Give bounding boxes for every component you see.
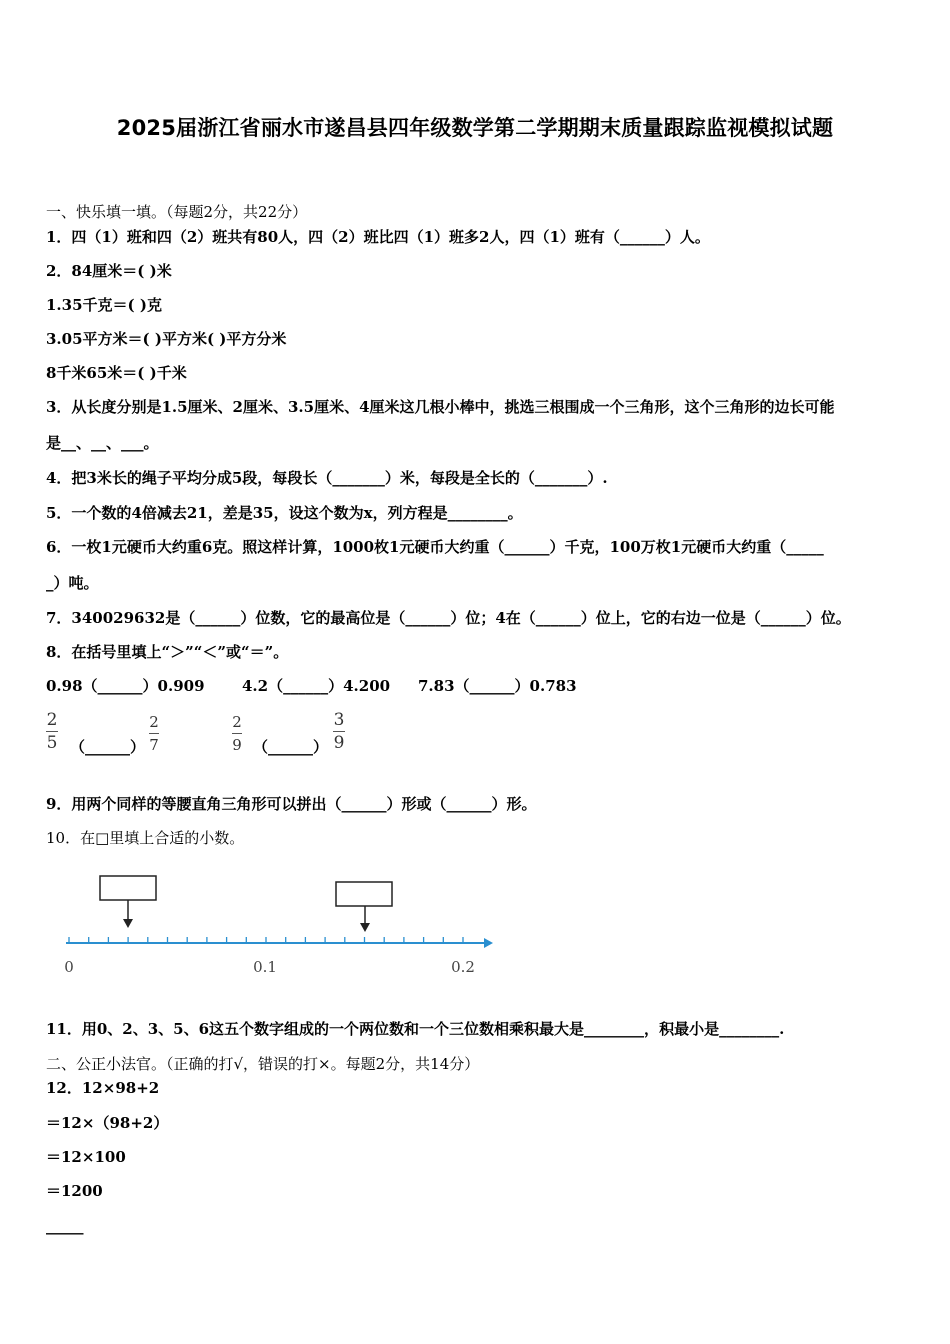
question-12-line-3: ＝12×100: [46, 1148, 126, 1166]
page-title: 2025届浙江省丽水市遂昌县四年级数学第二学期期末质量跟踪监视模拟试题: [116, 116, 834, 140]
question-12-line-1: 12．12×98+2: [46, 1079, 160, 1097]
pointer-arrow-head-2: [360, 923, 370, 932]
question-4: 4．把3米长的绳子平均分成5段，每段长（_______）米，每段是全长的（_______）.: [46, 469, 608, 487]
question-3-line-2: 是__、__、___。: [46, 434, 159, 452]
answer-box-2: [336, 882, 392, 906]
question-6-line-2: _）吨。: [46, 574, 99, 592]
question-7: 7．340029632是（______）位数，它的最高位是（______）位；4在（______）位上，它的右边一位是（______）位。: [46, 609, 851, 627]
compare-item-2: 4.2（______）4.200: [242, 677, 391, 695]
question-3-line-1: 3．从长度分别是1.5厘米、2厘米、3.5厘米、4厘米这几根小棒中，挑选三根围成一个三角形，这个三角形的边长可能: [46, 398, 835, 416]
question-12-line-4: ＝1200: [46, 1182, 103, 1200]
section-2-heading: 二、公正小法官。（正确的打√，错误的打×。每题2分，共14分）: [46, 1055, 480, 1073]
fraction-2-9: 2 9: [232, 713, 242, 754]
question-9: 9．用两个同样的等腰直角三角形可以拼出（______）形或（______）形。: [46, 795, 537, 813]
question-12-answer-blank: _____: [46, 1217, 84, 1235]
compare-blank-2: （______）: [253, 738, 329, 756]
question-2-line-4: 8千米65米＝( )千米: [46, 364, 187, 382]
question-12-line-2: ＝12×（98+2）: [46, 1114, 169, 1132]
question-10-stem: 10．在□里填上合适的小数。: [46, 829, 245, 847]
question-2-line-1: 2．84厘米＝( )米: [46, 262, 172, 280]
compare-item-3: 7.83（______）0.783: [418, 677, 577, 695]
question-1: 1．四（1）班和四（2）班共有80人，四（2）班比四（1）班多2人，四（1）班有（______）人。: [46, 228, 710, 246]
question-2-line-2: 1.35千克＝( )克: [46, 296, 162, 314]
question-2-line-3: 3.05平方米＝( )平方米( )平方分米: [46, 330, 287, 348]
fraction-2-5: 2 5: [46, 710, 58, 753]
fraction-2-7: 2 7: [149, 713, 159, 754]
pointer-arrow-head-1: [123, 919, 133, 928]
tick-label-0: 0: [64, 958, 74, 976]
compare-item-1: 0.98（______）0.909: [46, 677, 205, 695]
number-line-figure: [60, 872, 500, 980]
fraction-3-9: 3 9: [333, 710, 345, 753]
section-1-heading: 一、快乐填一填。（每题2分，共22分）: [46, 203, 308, 221]
tick-label-0.2: 0.2: [451, 958, 475, 976]
number-line-arrowhead: [484, 938, 493, 948]
question-8-stem: 8．在括号里填上“＞”“＜”或“＝”。: [46, 643, 289, 661]
tick-label-0.1: 0.1: [253, 958, 277, 976]
question-6-line-1: 6．一枚1元硬币大约重6克。照这样计算，1000枚1元硬币大约重（______）千克，100万枚1元硬币大约重（_____: [46, 538, 824, 556]
question-11: 11．用0、2、3、5、6这五个数字组成的一个两位数和一个三位数相乘积最大是________，积最小是________.: [46, 1020, 785, 1038]
number-line-ticks: [69, 937, 463, 943]
compare-blank-1: （______）: [70, 738, 146, 756]
answer-box-1: [100, 876, 156, 900]
question-5: 5．一个数的4倍减去21，差是35，设这个数为x，列方程是________。: [46, 504, 523, 522]
